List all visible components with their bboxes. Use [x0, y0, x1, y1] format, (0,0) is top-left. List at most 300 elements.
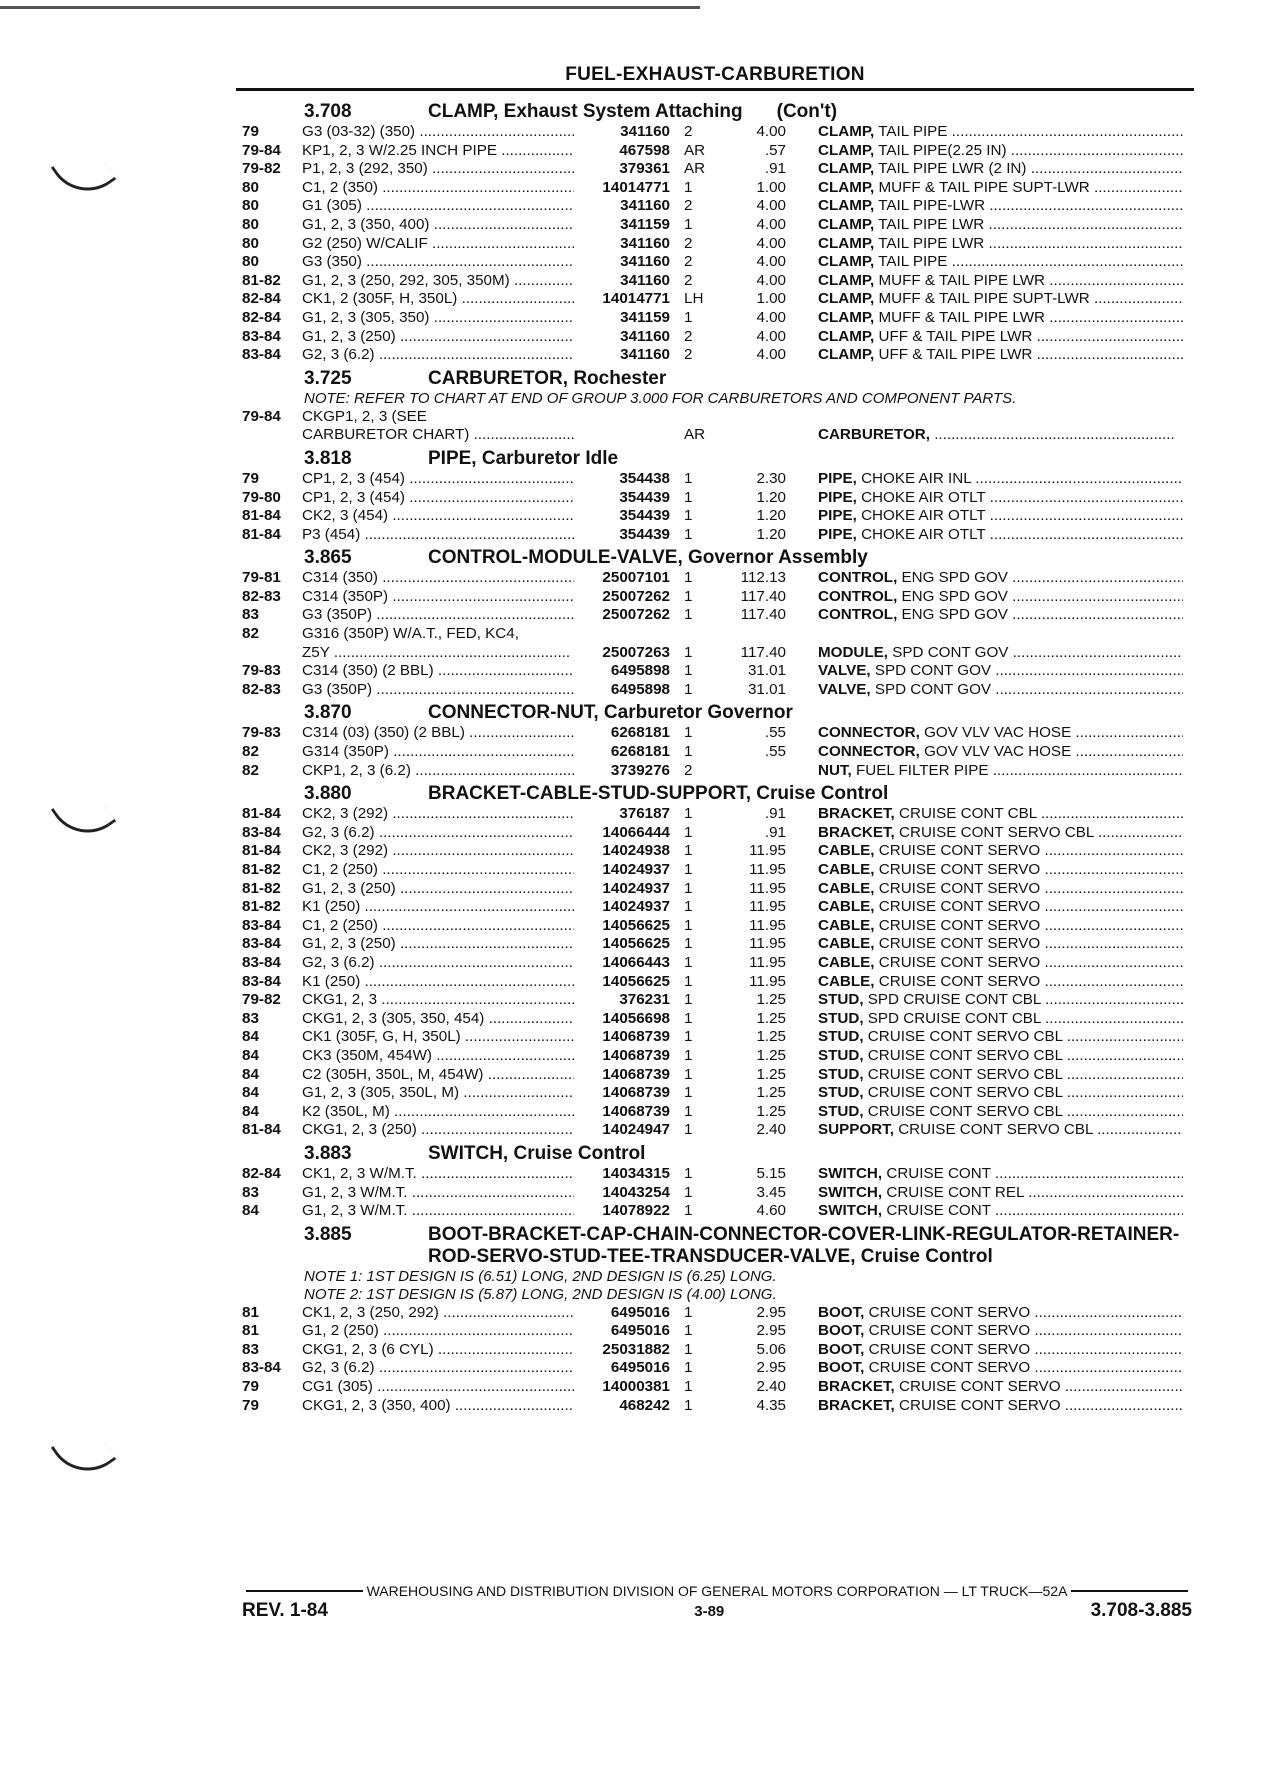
price: .55 — [764, 743, 786, 761]
price: .55 — [764, 724, 786, 742]
part-description: CHOKE AIR OTLT — [861, 488, 986, 506]
section-heading — [242, 101, 1192, 123]
parts-row — [242, 861, 1192, 880]
parts-row — [242, 253, 1192, 272]
parts-row — [242, 216, 1192, 235]
part-name — [786, 1322, 1183, 1341]
section-title — [428, 702, 1192, 724]
price: .91 — [764, 160, 786, 178]
quantity: 1 — [684, 842, 693, 860]
part-name — [786, 253, 1183, 272]
quantity: 2 — [684, 253, 693, 271]
part-noun: PIPE, — [818, 507, 857, 525]
part-number: 25007262 — [602, 606, 670, 624]
part-description: CRUISE CONT SERVO — [868, 1322, 1031, 1340]
quantity: 1 — [684, 1084, 693, 1102]
model-year: 79-82 — [242, 991, 281, 1009]
parts-row — [242, 1359, 1192, 1378]
section-3-883 — [242, 1143, 1192, 1221]
part-noun: PIPE, — [818, 469, 857, 487]
part-name — [786, 290, 1183, 309]
part-description: CRUISE CONT SERVO CBL — [867, 1046, 1063, 1064]
part-number: 14024938 — [602, 842, 670, 860]
parts-row — [242, 1165, 1192, 1184]
model-year: 84 — [242, 1028, 259, 1046]
part-name — [786, 1010, 1183, 1029]
model-year: 82 — [242, 625, 259, 643]
part-number: 14043254 — [602, 1183, 670, 1201]
part-description: GOV VLV VAC HOSE — [924, 743, 1072, 761]
parts-row — [242, 346, 1192, 365]
application: KP1, 2, 3 W/2.25 INCH PIPE ..... — [302, 142, 574, 161]
part-noun: BRACKET, — [818, 805, 895, 823]
model-year: 84 — [242, 1084, 259, 1102]
part-name — [786, 235, 1183, 254]
part-noun: CLAMP, — [818, 197, 875, 215]
part-noun: BOOT, — [818, 1303, 865, 1321]
part-description: TAIL PIPE(2.25 IN) — [878, 141, 1007, 159]
model-year: 84 — [242, 1065, 259, 1083]
quantity: 2 — [684, 327, 693, 345]
part-description: CRUISE CONT SERVO — [878, 879, 1041, 897]
price: 4.00 — [756, 308, 786, 326]
model-year: 82-84 — [242, 1164, 281, 1182]
model-year: 80 — [242, 253, 259, 271]
parts-row — [242, 470, 1192, 489]
price: 31.01 — [747, 662, 786, 680]
model-year — [242, 644, 302, 663]
part-number: 354439 — [619, 507, 670, 525]
part-description: CRUISE CONT SERVO — [868, 1359, 1031, 1377]
quantity: 1 — [684, 215, 693, 233]
parts-row — [242, 179, 1192, 198]
part-number: 354438 — [619, 469, 670, 487]
part-number: 376231 — [619, 991, 670, 1009]
section-title — [428, 1224, 1192, 1268]
part-noun: BRACKET, — [818, 1396, 895, 1414]
section-heading — [242, 1143, 1192, 1165]
part-name — [786, 880, 1183, 899]
part-name — [786, 824, 1183, 843]
parts-row — [242, 662, 1192, 681]
binder-hole-mark — [51, 783, 116, 848]
parts-row — [242, 880, 1192, 899]
application: CKP1, 2, 3 (6.2) ..... — [302, 762, 574, 781]
part-description: UFF & TAIL PIPE LWR — [878, 346, 1033, 364]
model-year: 83-84 — [242, 916, 281, 934]
footer — [242, 1600, 1192, 1622]
parts-row — [242, 123, 1192, 142]
quantity: 1 — [684, 935, 693, 953]
part-number: 14066443 — [602, 953, 670, 971]
part-name — [786, 569, 1183, 588]
part-noun: CABLE, — [818, 935, 875, 953]
section-number: 3.818 — [304, 447, 352, 469]
quantity: 1 — [684, 879, 693, 897]
part-number: 14068739 — [602, 1065, 670, 1083]
part-name — [786, 842, 1183, 861]
part-description: ENG SPD GOV — [901, 587, 1008, 605]
quantity: 1 — [684, 1202, 693, 1220]
part-description: CHOKE AIR INL — [861, 469, 972, 487]
quantity: 1 — [684, 916, 693, 934]
parts-catalog — [242, 98, 1192, 1415]
part-number: 341160 — [620, 271, 670, 289]
part-number: 467598 — [619, 141, 670, 159]
part-noun: CLAMP, — [818, 290, 875, 308]
quantity: 2 — [684, 123, 693, 140]
parts-row — [242, 1397, 1192, 1416]
model-year: 81-84 — [242, 842, 281, 860]
model-year: 83-84 — [242, 327, 281, 345]
part-number: 14014771 — [602, 290, 670, 308]
price: 3.45 — [756, 1183, 786, 1201]
model-year: 84 — [242, 1046, 259, 1064]
application: CKG1, 2, 3 (305, 350, 454) ..... — [302, 1010, 574, 1029]
section-title — [428, 783, 1192, 805]
part-noun: CLAMP, — [818, 215, 875, 233]
part-noun: BOOT, — [818, 1359, 865, 1377]
section-3-725 — [242, 368, 1192, 445]
part-description: CHOKE AIR OTLT — [861, 507, 986, 525]
application: C1, 2 (250) ..... — [302, 861, 574, 880]
price: 117.40 — [740, 643, 786, 661]
part-number: 25031882 — [602, 1340, 670, 1358]
application: G1, 2, 3 (250, 292, 305, 350M) ..... — [302, 272, 574, 291]
application: CKG1, 2, 3 (250) ..... — [302, 1121, 574, 1140]
model-year: 79 — [242, 469, 259, 487]
application: C314 (03) (350) (2 BBL) ..... — [302, 724, 574, 743]
part-number: 14024937 — [602, 861, 670, 878]
part-description: MUFF & TAIL PIPE LWR — [878, 308, 1046, 326]
price: 1.20 — [756, 507, 786, 525]
application: K1 (250) ..... — [302, 898, 574, 917]
part-name — [786, 898, 1183, 917]
application: CKG1, 2, 3 (350, 400) ..... — [302, 1397, 574, 1416]
parts-row — [242, 1304, 1192, 1323]
part-number: 354439 — [619, 525, 670, 543]
part-number: 14034315 — [602, 1164, 670, 1182]
application: P3 (454) ..... — [302, 526, 574, 545]
part-number: 6495898 — [610, 680, 670, 698]
price: .91 — [764, 823, 786, 841]
footer-division: WAREHOUSING AND DISTRIBUTION DIVISION OF GENERAL MOTORS CORPORATION — LT TRUCK—52A — [366, 1583, 1068, 1599]
model-year: 81-82 — [242, 861, 281, 878]
part-description: UFF & TAIL PIPE LWR — [878, 327, 1033, 345]
part-description: CRUISE CONT SERVO — [899, 1396, 1061, 1414]
part-noun: STUD, — [818, 1028, 864, 1046]
quantity: 1 — [684, 1121, 693, 1139]
price: 1.00 — [756, 290, 786, 308]
section-note: NOTE 1: 1ST DESIGN IS (6.51) LONG, 2ND DESIGN IS (6.25) LONG. — [304, 1267, 777, 1285]
quantity: 1 — [684, 1046, 693, 1064]
quantity: 1 — [684, 1303, 693, 1321]
parts-row — [242, 606, 1192, 625]
price: 117.40 — [740, 587, 786, 605]
part-name — [786, 1066, 1183, 1085]
model-year: 83 — [242, 1183, 259, 1201]
model-year: 81 — [242, 1322, 259, 1340]
application: G2 (250) W/CALIF ..... — [302, 235, 574, 254]
part-name — [786, 408, 1183, 427]
parts-row — [242, 625, 1192, 644]
application: G2, 3 (6.2) ..... — [302, 954, 574, 973]
application: G1, 2, 3 (250) ..... — [302, 328, 574, 347]
section-heading — [242, 783, 1192, 805]
parts-row — [242, 1084, 1192, 1103]
parts-row — [242, 1028, 1192, 1047]
part-name — [786, 644, 1183, 663]
part-name — [786, 991, 1183, 1010]
quantity: 1 — [684, 680, 693, 698]
part-noun: CABLE, — [818, 879, 875, 897]
model-year: 83-84 — [242, 935, 281, 953]
part-noun: CABLE, — [818, 898, 875, 916]
model-year: 79-82 — [242, 160, 281, 178]
part-number: 341160 — [620, 123, 670, 140]
part-description: CRUISE CONT SERVO — [878, 916, 1041, 934]
quantity: 1 — [684, 724, 693, 742]
part-number: 341160 — [620, 253, 670, 271]
quantity: 1 — [684, 525, 693, 543]
part-name — [786, 142, 1183, 161]
model-year: 81-82 — [242, 271, 281, 289]
part-description: CRUISE CONT SERVO — [878, 972, 1041, 990]
parts-row — [242, 489, 1192, 508]
application: Z5Y ..... — [302, 644, 574, 663]
model-year: 83 — [242, 606, 259, 624]
part-name — [786, 762, 1183, 781]
application: K2 (350L, M) ..... — [302, 1103, 574, 1122]
part-description: CRUISE CONT SERVO — [899, 1378, 1061, 1396]
part-noun: CLAMP, — [818, 308, 875, 326]
price: 11.95 — [749, 879, 786, 897]
section-title — [428, 101, 1192, 123]
quantity: 1 — [684, 1340, 693, 1358]
page-header: FUEL-EXHAUST-CARBURETION — [565, 64, 865, 85]
application: C1, 2 (350) ..... — [302, 179, 574, 198]
model-year: 81-84 — [242, 1121, 281, 1139]
section-title-text: BOOT-BRACKET-CAP-CHAIN-CONNECTOR-COVER-LINK-REGULATOR-RETAINER-ROD-SERVO-STUD-TEE-TRANSDUCER-VALVE, Cruise Control — [428, 1223, 1180, 1267]
parts-row — [242, 935, 1192, 954]
part-name — [786, 426, 1183, 445]
part-description: CRUISE CONT SERVO CBL — [867, 1065, 1063, 1083]
part-noun: STUD, — [818, 1102, 864, 1120]
part-description: FUEL FILTER PIPE — [855, 761, 989, 779]
price: 1.25 — [756, 1084, 786, 1102]
parts-row — [242, 1010, 1192, 1029]
part-noun: CLAMP, — [818, 141, 875, 159]
part-name — [786, 805, 1183, 824]
part-description: SPD CRUISE CONT CBL — [867, 1009, 1041, 1027]
section-number: 3.865 — [304, 547, 352, 569]
part-description: CRUISE CONT SERVO CBL — [867, 1028, 1063, 1046]
price: 11.95 — [749, 861, 786, 878]
application: C2 (305H, 350L, M, 454W) ..... — [302, 1066, 574, 1085]
quantity: 2 — [684, 761, 693, 779]
price: 1.00 — [756, 178, 786, 196]
section-note: NOTE: REFER TO CHART AT END OF GROUP 3.000 FOR CARBURETORS AND COMPONENT PARTS. — [304, 389, 1017, 407]
part-name — [786, 1028, 1183, 1047]
price: 4.00 — [756, 346, 786, 364]
application: K1 (250) ..... — [302, 973, 574, 992]
part-number — [574, 625, 670, 644]
part-name — [786, 861, 1183, 880]
price: 11.95 — [749, 916, 786, 934]
parts-row — [242, 507, 1192, 526]
section-3-818 — [242, 448, 1192, 544]
application: CK2, 3 (292) ..... — [302, 805, 574, 824]
price: 11.95 — [749, 953, 786, 971]
quantity: 2 — [684, 234, 693, 252]
quantity: 1 — [684, 861, 693, 878]
part-name — [786, 346, 1183, 365]
part-noun: PIPE, — [818, 525, 857, 543]
scan-edge-line — [0, 6, 700, 9]
price — [726, 408, 786, 427]
part-noun: CLAMP, — [818, 178, 875, 196]
part-name — [786, 1103, 1183, 1122]
model-year: 83-84 — [242, 1359, 281, 1377]
model-year: 82-84 — [242, 290, 281, 308]
quantity: 1 — [684, 1396, 693, 1414]
model-year: 84 — [242, 1102, 259, 1120]
part-description: CRUISE CONT SERVO CBL — [867, 1102, 1063, 1120]
page-number: 3-89 — [694, 1603, 725, 1620]
application: C1, 2 (250) ..... — [302, 917, 574, 936]
parts-row — [242, 426, 1192, 445]
part-description: SPD CONT GOV — [892, 643, 1009, 661]
part-name — [786, 1184, 1183, 1203]
model-year: 83-84 — [242, 823, 281, 841]
part-number: 14056625 — [602, 935, 670, 953]
quantity — [670, 408, 726, 427]
parts-row — [242, 991, 1192, 1010]
price: 1.25 — [756, 1028, 786, 1046]
application: CK2, 3 (292) ..... — [302, 842, 574, 861]
part-number: 6495016 — [610, 1322, 670, 1340]
application: G3 (350P) ..... — [302, 606, 574, 625]
part-noun: CONTROL, — [818, 569, 898, 587]
part-noun: CONNECTOR, — [818, 743, 920, 761]
quantity: 1 — [684, 1322, 693, 1340]
part-name — [786, 272, 1183, 291]
part-name — [786, 917, 1183, 936]
part-description: CRUISE CONT SERVO CBL — [899, 823, 1094, 841]
parts-row — [242, 762, 1192, 781]
parts-row — [242, 917, 1192, 936]
price: 11.95 — [749, 842, 786, 860]
model-year: 79-84 — [242, 141, 281, 159]
price: 4.60 — [756, 1202, 786, 1220]
part-description: CHOKE AIR OTLT — [861, 525, 986, 543]
part-number: 14024937 — [602, 879, 670, 897]
part-name — [786, 160, 1183, 179]
quantity: 1 — [684, 1359, 693, 1377]
parts-row — [242, 526, 1192, 545]
part-description: TAIL PIPE LWR (2 IN) — [878, 160, 1027, 178]
part-number: 341159 — [620, 308, 670, 326]
price: .57 — [764, 141, 786, 159]
parts-row — [242, 898, 1192, 917]
part-noun: BOOT, — [818, 1340, 865, 1358]
part-noun: BRACKET, — [818, 1378, 895, 1396]
model-year: 79-80 — [242, 488, 281, 506]
model-year: 82-84 — [242, 308, 281, 326]
price: 11.95 — [749, 972, 786, 990]
part-name — [786, 507, 1183, 526]
model-year: 83-84 — [242, 953, 281, 971]
part-noun: VALVE, — [818, 680, 871, 698]
section-number: 3.870 — [304, 702, 352, 724]
part-noun: VALVE, — [818, 662, 871, 680]
part-noun: CONTROL, — [818, 587, 898, 605]
price: 4.00 — [756, 253, 786, 271]
section-number: 3.708 — [304, 101, 352, 122]
part-noun: STUD, — [818, 991, 864, 1009]
application: G1, 2, 3 (305, 350) ..... — [302, 309, 574, 328]
part-number: 6495898 — [610, 662, 670, 680]
application: CARBURETOR CHART) ..... — [302, 426, 574, 445]
application: G2, 3 (6.2) ..... — [302, 1359, 574, 1378]
part-name — [786, 954, 1183, 973]
parts-row — [242, 142, 1192, 161]
part-noun: PIPE, — [818, 488, 857, 506]
application: P1, 2, 3 (292, 350) ..... — [302, 160, 574, 179]
parts-row — [242, 824, 1192, 843]
parts-row — [242, 724, 1192, 743]
section-title-text: CARBURETOR, Rochester — [428, 367, 667, 389]
section-3-870 — [242, 702, 1192, 780]
part-description: ENG SPD GOV — [901, 569, 1008, 587]
part-number: 379361 — [619, 160, 670, 178]
application: G1, 2 (250) ..... — [302, 1322, 574, 1341]
part-noun: CABLE, — [818, 861, 875, 878]
quantity: 1 — [684, 643, 693, 661]
part-number — [574, 408, 670, 427]
quantity: 1 — [684, 1378, 693, 1396]
part-description: MUFF & TAIL PIPE LWR — [878, 271, 1046, 289]
section-heading — [242, 448, 1192, 470]
part-number: 14056625 — [602, 916, 670, 934]
section-title-text: BRACKET-CABLE-STUD-SUPPORT, Cruise Control — [428, 783, 889, 805]
header-rule — [236, 88, 1194, 91]
part-name — [786, 179, 1183, 198]
part-description: TAIL PIPE LWR — [878, 215, 985, 233]
part-noun: MODULE, — [818, 643, 889, 661]
quantity: 1 — [684, 823, 693, 841]
application: CK1, 2 (305F, H, 350L) ..... — [302, 290, 574, 309]
model-year: 81-84 — [242, 507, 281, 525]
price — [726, 625, 786, 644]
part-description: CRUISE CONT — [886, 1202, 991, 1220]
part-number: 341160 — [620, 346, 670, 364]
binder-hole-mark — [51, 141, 116, 206]
part-noun: BRACKET, — [818, 823, 895, 841]
model-year: 80 — [242, 234, 259, 252]
model-year: 84 — [242, 1202, 259, 1220]
part-noun: CLAMP, — [818, 253, 875, 271]
part-description: CRUISE CONT — [886, 1164, 991, 1182]
model-year: 81-84 — [242, 525, 281, 543]
application: CP1, 2, 3 (454) ..... — [302, 470, 574, 489]
section-title-text: SWITCH, Cruise Control — [428, 1142, 646, 1164]
price: 2.95 — [756, 1303, 786, 1321]
price: 2.30 — [756, 469, 786, 487]
model-year: 83-84 — [242, 346, 281, 364]
model-year: 83 — [242, 1340, 259, 1358]
part-description: TAIL PIPE LWR — [878, 234, 985, 252]
